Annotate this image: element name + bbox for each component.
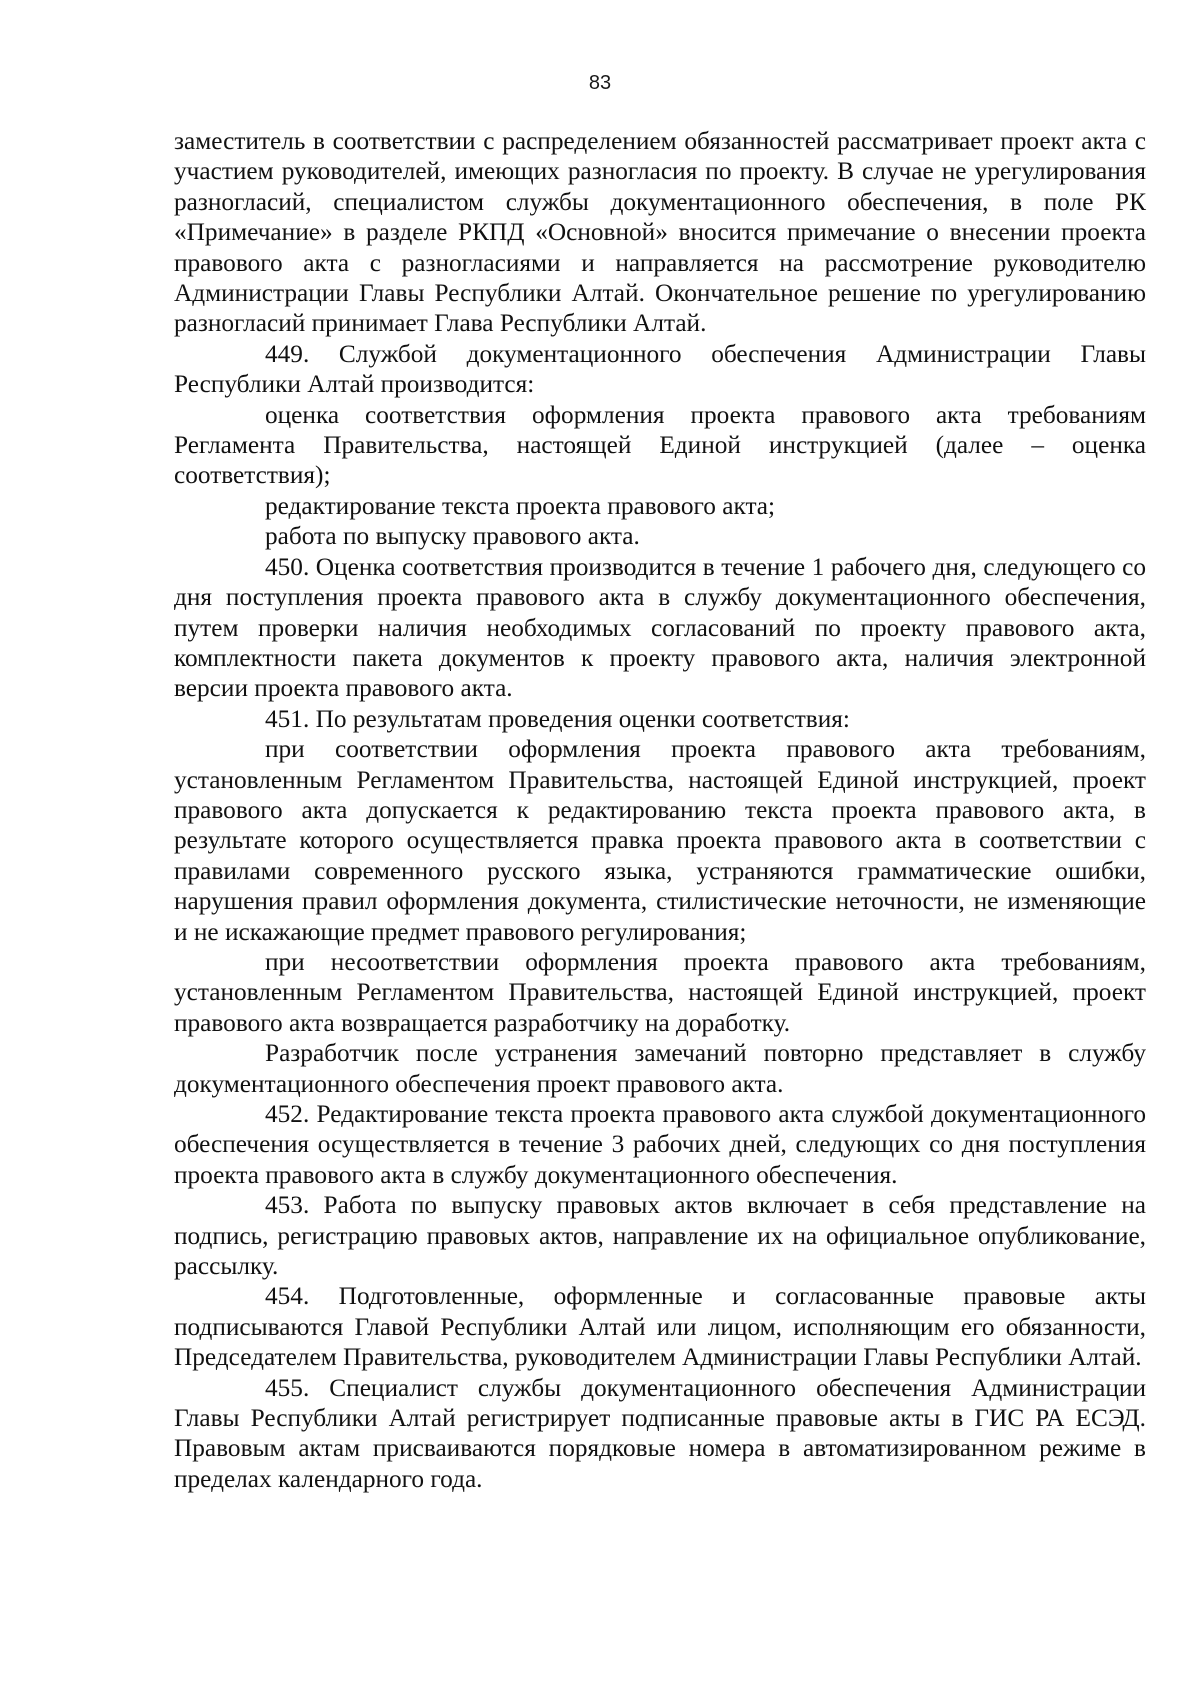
paragraph-451: 451. По результатам проведения оценки соответствия:: [265, 704, 850, 733]
paragraph-continuation: заместитель в соответствии с распределением обязанностей рассматривает проект акта с участием руководителей, имеющих разногласия по проекту. В случае не урегулирования разногласий, специалистом службы документационного обеспечения, в поле РК «Примечание» в разделе РКПД «Основной» вносится примечание о внесении проекта правового акта с разногласиями и направляется на рассмотрение руководителю Администрации Главы Республики Алтай. Окончательное решение по урегулированию разногласий принимает Глава Республики Алтай.: [174, 127, 1146, 338]
paragraph-449-item-editing: редактирование текста проекта правового акта;: [265, 491, 776, 520]
paragraph-449: 449. Службой документационного обеспечения Администрации Главы Республики Алтай производится:: [174, 339, 1146, 399]
paragraph-451-item-compliance: при соответствии оформления проекта правового акта требованиям, установленным Регламентом Правительства, настоящей Единой инструкцией, проект правового акта допускается к редактированию текста проекта правового акта, в результате которого осуществляется правка проекта правового акта в соответствии с правилами современного русского языка, устраняются грамматические ошибки, нарушения правил оформления документа, стилистические неточности, не изменяющие и не искажающие предмет правового регулирования;: [174, 735, 1146, 946]
paragraph-455: 455. Специалист службы документационного обеспечения Администрации Главы Республики Алтай регистрирует подписанные правовые акты в ГИС РА ЕСЭД. Правовым актам присваиваются порядковые номера в автоматизированном режиме в пределах календарного года.: [174, 1373, 1146, 1493]
paragraph-450: 450. Оценка соответствия производится в течение 1 рабочего дня, следующего со дня поступления проекта правового акта в службу документационного обеспечения, путем проверки наличия необходимых согласований по проекту правового акта, комплектности пакета документов к проекту правового акта, наличия электронной версии проекта правового акта.: [174, 552, 1146, 703]
paragraph-449-item-release: работа по выпуску правового акта.: [265, 522, 640, 551]
paragraph-453: 453. Работа по выпуску правовых актов включает в себя представление на подпись, регистрацию правовых актов, направление их на официальное опубликование, рассылку.: [174, 1191, 1146, 1281]
paragraph-developer-resubmit: Разработчик после устранения замечаний повторно представляет в службу документационного обеспечения проект правового акта.: [174, 1039, 1146, 1098]
document-body: [174, 126, 1146, 1494]
paragraph-451-item-noncompliance: при несоответствии оформления проекта правового акта требованиям, установленным Регламентом Правительства, настоящей Единой инструкцией, проект правового акта возвращается разработчику на доработку.: [174, 947, 1146, 1037]
page-number: 83: [588, 72, 612, 94]
paragraph-454: 454. Подготовленные, оформленные и согласованные правовые акты подписываются Главой Республики Алтай или лицом, исполняющим его обязанности, Председателем Правительства, руководителем Администрации Главы Республики Алтай.: [174, 1282, 1146, 1372]
paragraph-449-item-assessment: оценка соответствия оформления проекта правового акта требованиям Регламента Правительства, настоящей Единой инструкцией (далее – оценка соответствия);: [174, 400, 1146, 490]
paragraph-452: 452. Редактирование текста проекта правового акта службой документационного обеспечения осуществляется в течение 3 рабочих дней, следующих со дня поступления проекта правового акта в службу документационного обеспечения.: [174, 1100, 1146, 1189]
